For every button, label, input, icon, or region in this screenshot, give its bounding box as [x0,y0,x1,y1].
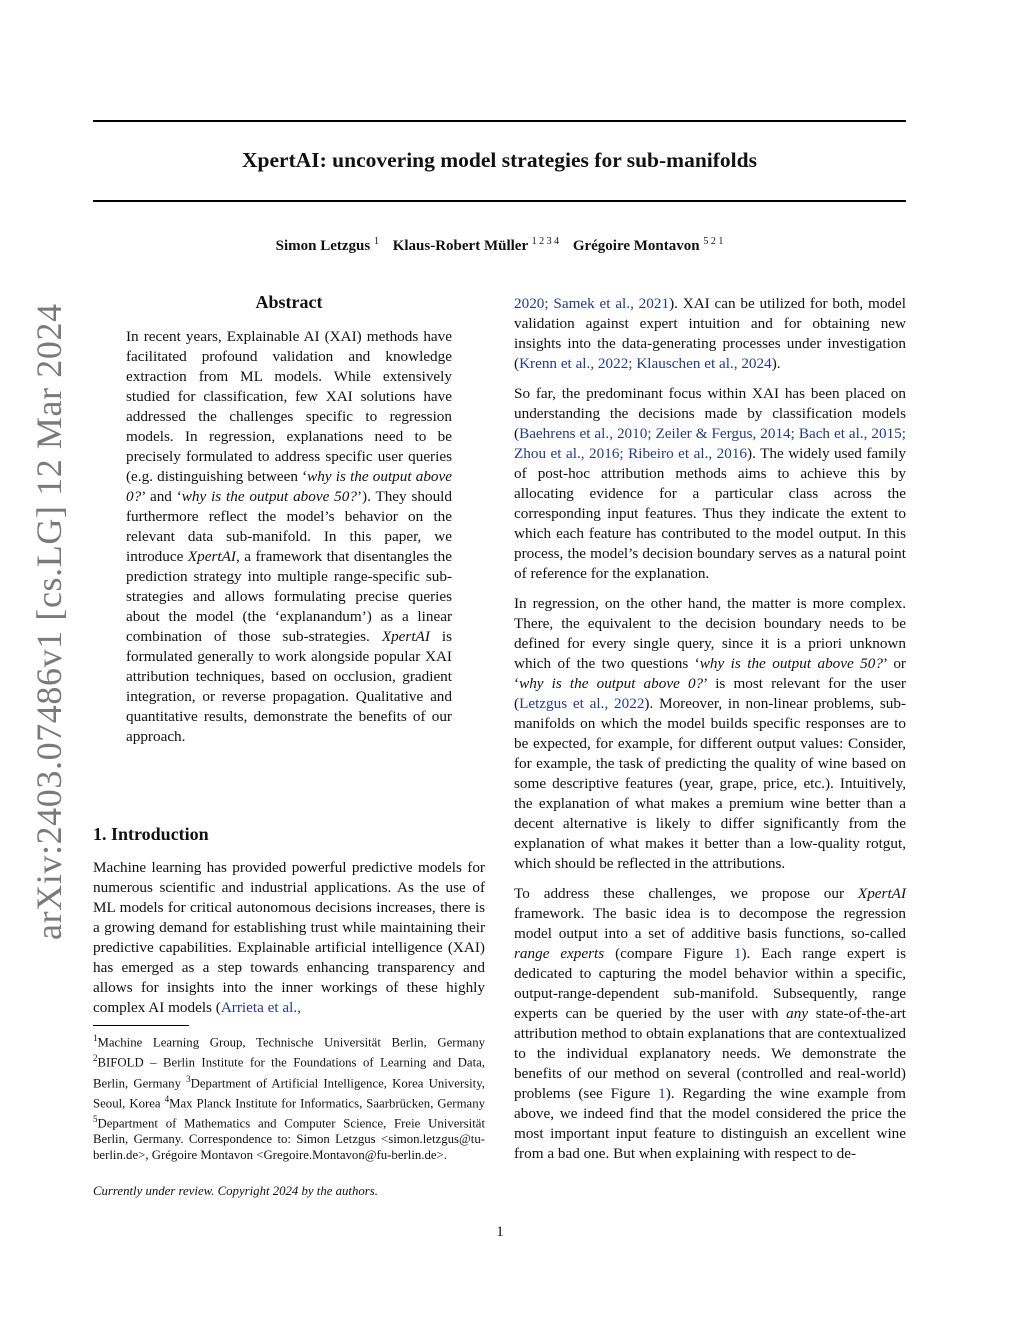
body-paragraph: To address these challenges, we propose our XpertAI framework. The basic idea is to decompose the regression model output into a set of additive basis functions, so-called range experts (compare Figure 1). Each range expert is dedicated to capturing the model behavior within a specific, output-range-dependent sub-manifold. Subsequently, range experts can be queried by the user with any state-of-the-art attribution method to obtain explanations that are contextualized to the individual explanatory needs. We demonstrate the benefits of our method on several (controlled and real-world) problems (see Figure 1). Regarding the wine example from above, we indeed find that the model considered the price the most important input feature to distinguish an excellent wine from a bad one. But when explaining with respect to de- [514,885,907,1162]
page-number: 1 [496,1224,504,1240]
title-top-rule [93,120,906,122]
author: Simon Letzgus $^1$ [275,236,379,254]
citation-link[interactable]: Arrieta et al., [220,999,301,1016]
introduction-body [93,858,485,1028]
arxiv-side-identifier: arXiv:2403.07486v1 [cs.LG] 12 Mar 2024 [29,303,69,940]
intro-paragraph: Machine learning has provided powerful predictive models for numerous scientific and industrial applications. As the use of ML models for critical autonomous decisions increases, there is a growing demand for establishing trust while maintaining their predictive capabilities. Explainable artificial intelligence (XAI) has emerged as a step towards enhancing transparency and allows for insights into the inner workings of these highly complex AI models (Arrieta et al., [93,859,485,1016]
review-note: Currently under review. Copyright 2024 by the authors. [93,1184,378,1198]
figure-reference-link[interactable]: 1 [733,945,742,962]
footnote-rule [93,1025,189,1026]
citation-link[interactable]: 2020; Samek et al., 2021 [514,295,670,312]
citation-link[interactable]: Krenn et al., 2022; Klauschen et al., 2024 [519,355,772,372]
body-paragraph: 2020; Samek et al., 2021). XAI can be utilized for both, model validation against expert intuition and for obtaining new insights into the data-generating processes under investigation (Krenn et al., 2022; Klauschen et al., 2024). [514,295,906,372]
body-paragraph: In regression, on the other hand, the matter is more complex. There, the equivalent to the decision boundary needs to be defined for every single query, since it is a priori unknown which of the two questions ‘why is the output above 50?’ or ‘why is the output above 0?’ is most relevant for the user (Letzgus et al., 2022). Moreover, in non-linear problems, sub-manifolds on which the model builds specific responses are to be expected, for example, for different output values: Consider, for example, the task of predicting the quality of wine based on some descriptive features (year, grape, price, etc.). Intuitively, the explanation of what makes a premium wine better than a decent alternative is likely to differ significantly from the explanation of what makes it better than a low-quality rotgut, which should be reflected in the attributions. [514,595,907,872]
introduction-heading: 1. Introduction [93,824,209,844]
paper-title: XpertAI: uncovering model strategies for sub-manifolds [242,148,757,172]
author: Grégoire Montavon $^{5 2 1}$ [572,236,724,254]
author: Klaus-Robert Müller $^{1 2 3 4}$ [392,236,560,254]
title-bottom-rule [93,200,906,202]
right-column-body [514,294,906,1174]
abstract-paragraph: In recent years, Explainable AI (XAI) methods have facilitated profound validation and knowledge extraction from ML models. While extensively studied for classification, few XAI solutions have addressed the challenges specific to regression models. In regression, explanations need to be precisely formulated to address specific user queries (e.g. distinguishing between ‘why is the output above 0?’ and ‘why is the output above 50?’). They should furthermore reflect the model’s behavior on the relevant data sub-manifold. In this paper, we introduce XpertAI, a framework that disentangles the prediction strategy into multiple range-specific sub-strategies and allows formulating precise queries about the model (the ‘explanandum’) as a linear combination of those sub-strategies. XpertAI is formulated generally to work alongside popular XAI attribution techniques, based on occlusion, gradient integration, or reverse propagation. Qualitative and quantitative results, demonstrate the benefits of our approach. [126,328,452,745]
figure-reference-link[interactable]: 1 [658,1085,666,1102]
body-paragraph: So far, the predominant focus within XAI has been placed on understanding the decisions made by classification models (Baehrens et al., 2010; Zeiler & Fergus, 2014; Bach et al., 2015; Zhou et al., 2016; Ribeiro et al., 2016). The widely used family of post-hoc attribution methods aims to achieve this by allocating evidence for a particular class across the corresponding input features. Thus they indicate the extent to which each feature has contributed to the model output. In this process, the model’s decision boundary serves as a natural point of reference for the explanation. [514,385,906,582]
abstract-body [126,327,452,757]
affiliations-footnote: $^1$Machine Learning Group, Technische Universität Berlin, Germany $^2$BIFOLD – Berlin Institute for the Foundations of Learning and Data, Berlin, Germany $^3$Department of Artificial Intelligence, Korea University, Seoul, Korea $^4$Max Planck Institute for Informatics, Saarbrücken, Germany $^5$Department of Mathematics and Computer Science, Freie Universität Berlin, Germany. Correspondence to: Simon Letzgus <simon.letzgus@tu-berlin.de>, Grégoire Montavon <Gregoire.Montavon@fu-berlin.de>. [93,1033,485,1163]
citation-link[interactable]: Baehrens et al., 2010; Zeiler & Fergus, 2014; Bach et al., 2015; Zhou et al., 2016; Ribeiro et al., 2016 [514,425,906,462]
author-list [93,236,906,255]
citation-link[interactable]: Letzgus et al., 2022 [519,695,645,712]
abstract-heading: Abstract [255,292,323,312]
